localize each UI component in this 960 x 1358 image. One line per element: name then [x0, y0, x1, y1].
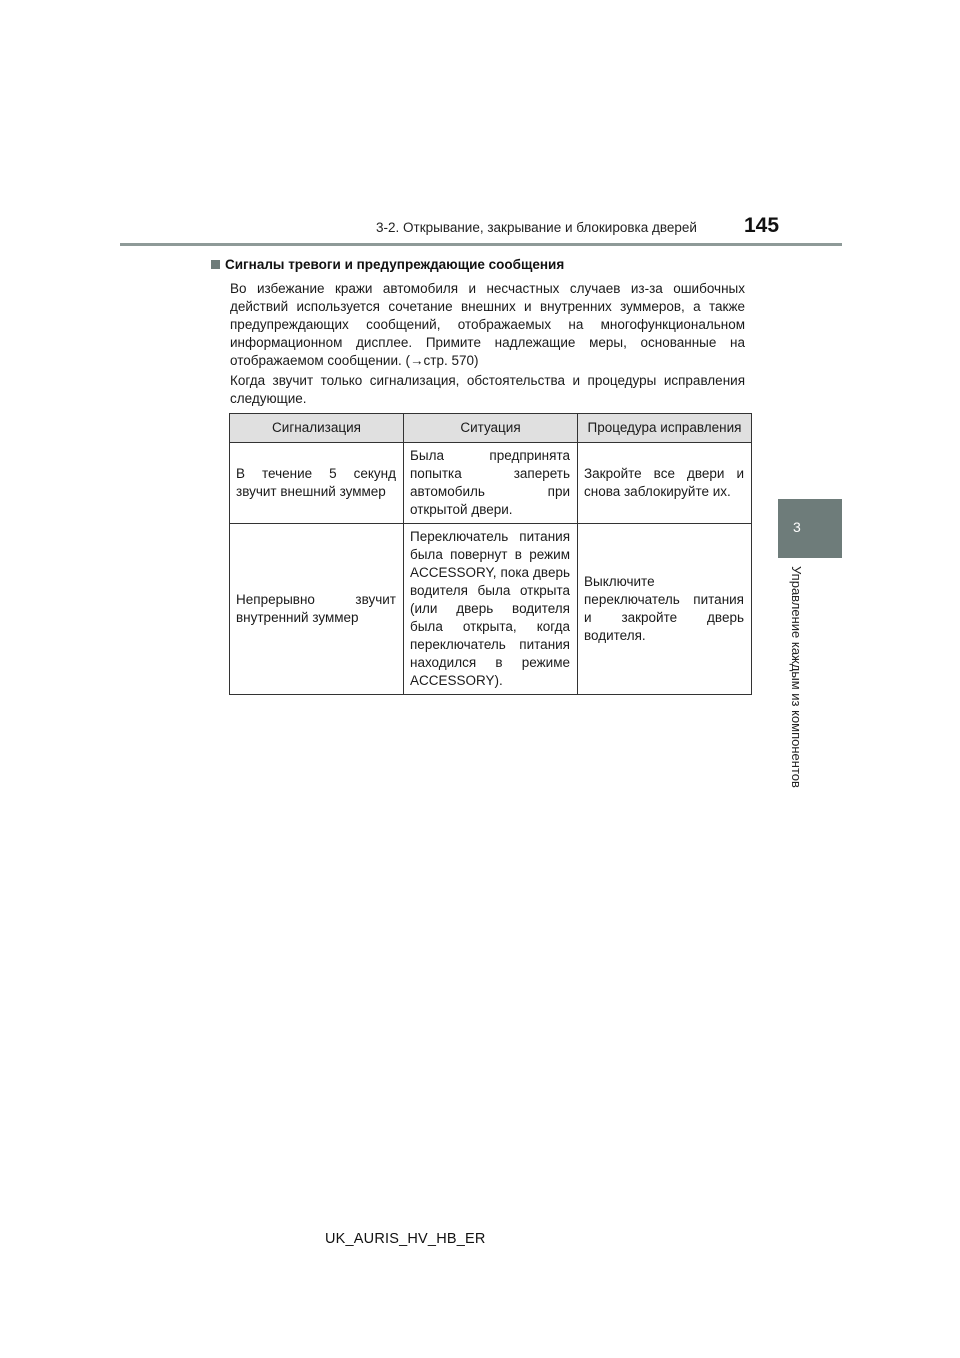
chapter-tab-label: Управление каждым из компонентов [789, 566, 804, 788]
document-code: UK_AURIS_HV_HB_ER [325, 1231, 486, 1247]
column-header-alarm: Сигнализация [230, 414, 404, 443]
intro-paragraph: Во избежание кражи автомобиля и несчастных случаев из-за ошибочных действий используется сочетание внешних и внутренних зуммеров, а также предупреждающих сообщений, отображаемых на многофункциональном информационном дисплее. Примите надлежащие меры, основанные на отображаемом сообщении. (→стр. 570) [230, 281, 745, 368]
alarm-table [229, 413, 752, 695]
alarm-cell: Непрерывно звучит внутренний зуммер [230, 524, 404, 695]
procedure-cell: Выключите переключатель питания и закройте дверь водителя. [578, 524, 752, 695]
table-header-row [230, 414, 752, 443]
section-heading [211, 257, 564, 272]
alarm-paragraph: Когда звучит только сигнализация, обстоятельства и процедуры исправления следующие. [230, 373, 745, 406]
section-heading-text: Сигналы тревоги и предупреждающие сообщения [225, 257, 565, 272]
situation-cell: Переключатель питания была повернут в режим ACCESSORY, пока дверь водителя была открыта (или дверь водителя была открыта, когда переключатель питания находился в режиме ACCESSORY). [404, 524, 578, 695]
column-header-situation: Ситуация [404, 414, 578, 443]
column-header-procedure: Процедура исправления [578, 414, 752, 443]
header-divider [120, 243, 842, 246]
running-header-section: 3-2. Открывание, закрывание и блокировка дверей [376, 220, 697, 235]
table-row [230, 443, 752, 524]
alarm-cell: В течение 5 секунд звучит внешний зуммер [230, 443, 404, 524]
square-bullet-icon [211, 260, 220, 269]
chapter-tab [778, 499, 842, 558]
table-row [230, 524, 752, 695]
page-number: 145 [744, 214, 780, 237]
procedure-cell: Закройте все двери и снова заблокируйте их. [578, 443, 752, 524]
chapter-tab-number: 3 [793, 519, 801, 535]
situation-cell: Была предпринята попытка запереть автомобиль при открытой двери. [404, 443, 578, 524]
